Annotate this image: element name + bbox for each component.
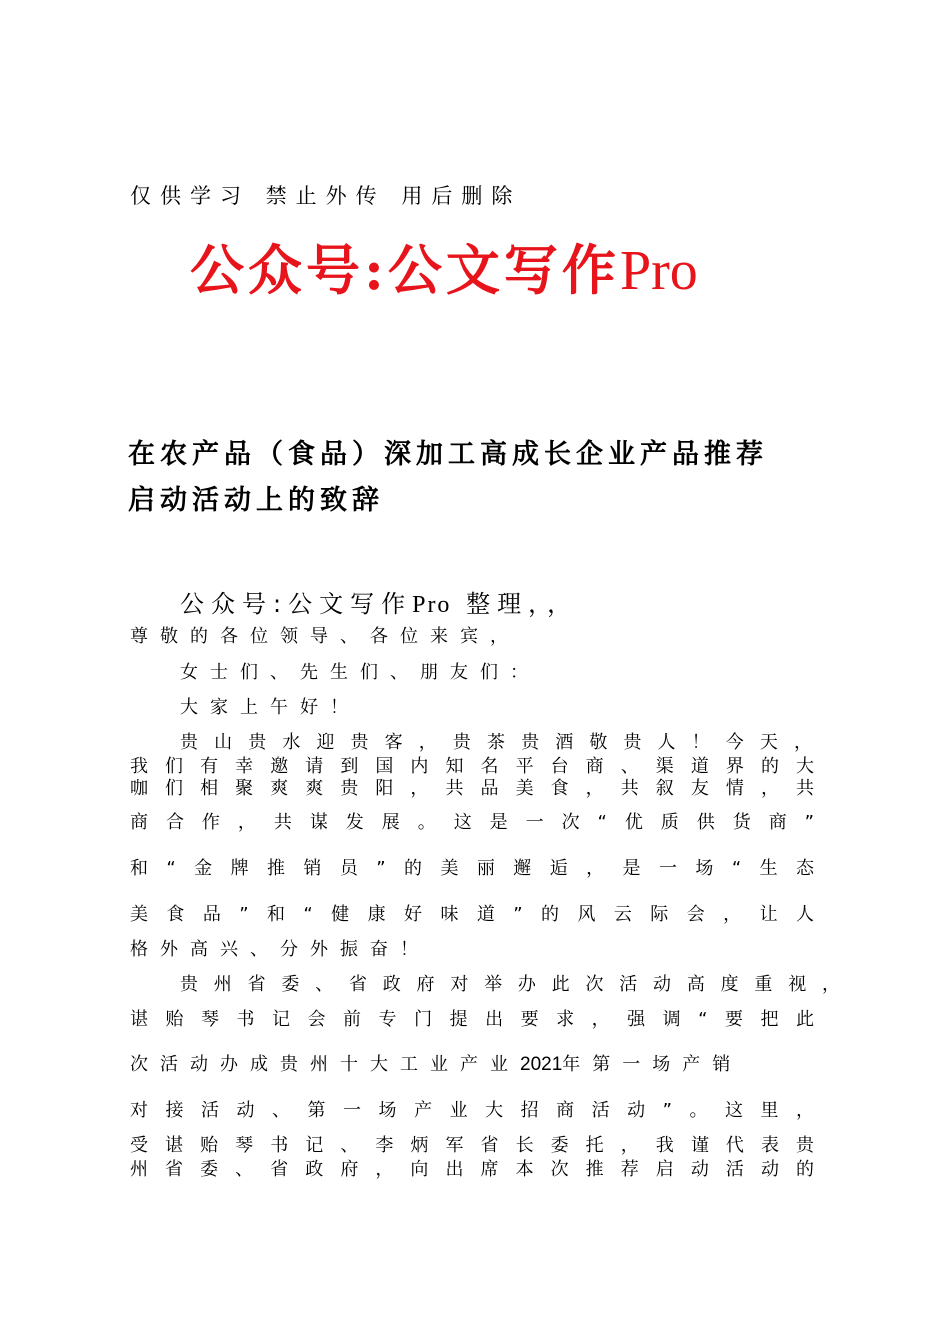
document-title-line-2: 启动活动上的致辞 <box>128 485 384 516</box>
salutation-line: 女士们、先生们、朋友们： <box>180 662 540 683</box>
source-prefix: 公众号:公文写作 <box>180 590 413 618</box>
body-line: 和“金牌推销员”的美丽邂逅，是一场“生态 <box>130 858 814 879</box>
year-number: 2021 <box>520 1054 563 1075</box>
body-line: 我们有幸邀请到国内知名平台商、渠道界的大 <box>130 756 814 777</box>
body-line-part: 年第一场产销 <box>562 1054 743 1075</box>
salutation-line: 尊敬的各位领导、各位来宾， <box>130 626 520 647</box>
body-line: 商合作，共谋发展。这是一次“优质供货商” <box>130 812 814 833</box>
body-line: 受谌贻琴书记、李炳军省长委托，我谨代表贵 <box>130 1135 814 1156</box>
body-line: 谌贻琴书记会前专门提出要求，强调“要把此 <box>130 1009 814 1030</box>
brand-cn: 公众号:公文写作 <box>190 238 620 302</box>
body-line: 咖们相聚爽爽贵阳，共品美食，共叙友情，共 <box>130 778 814 799</box>
usage-notice: 仅供学习 禁止外传 用后删除 <box>130 184 522 208</box>
brand-watermark <box>190 228 698 305</box>
body-line: 美食品”和“健康好味道”的风云际会，让人 <box>130 904 814 925</box>
body-line: 对接活动、第一场产业大招商活动”。这里， <box>130 1100 814 1121</box>
source-suffix: 整理，， <box>466 590 579 618</box>
body-line-part: 次活动办成贵州十大工业产业 <box>130 1054 520 1075</box>
source-credit <box>180 584 578 619</box>
body-line: 州省委、省政府，向出席本次推荐启动活动的 <box>130 1159 814 1180</box>
body-line: 贵山贵水迎贵客，贵茶贵酒敬贵人！今天， <box>180 732 812 753</box>
greeting-line: 大家上午好！ <box>180 697 360 718</box>
brand-pro: Pro <box>619 240 698 302</box>
body-line <box>130 1050 742 1076</box>
body-line: 格外高兴、分外振奋！ <box>130 939 430 960</box>
source-pro: Pro <box>412 592 452 618</box>
body-line: 贵州省委、省政府对举办此次活动高度重视， <box>180 974 840 995</box>
document-title-line-1: 在农产品（食品）深加工高成长企业产品推荐 <box>128 439 768 470</box>
